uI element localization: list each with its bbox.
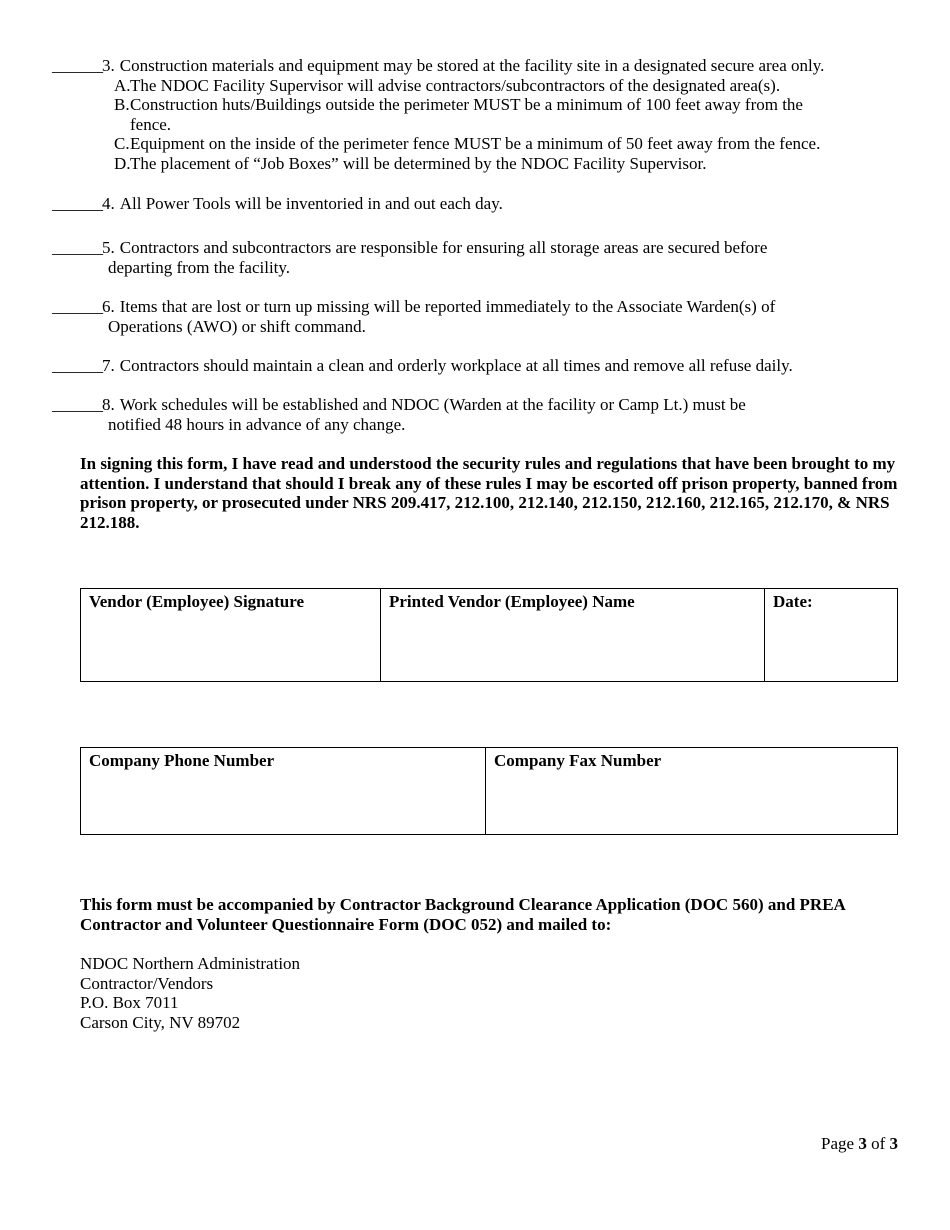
item-text-continuation: Operations (AWO) or shift command.: [108, 316, 366, 336]
sub-item-b-continuation: fence.: [130, 114, 172, 134]
signature-field[interactable]: [81, 589, 381, 681]
current-page: 3: [858, 1134, 867, 1153]
page-word: Page: [821, 1134, 855, 1153]
sub-item-text: Equipment on the inside of the perimeter fence MUST be a minimum of 50 feet away from the fence.: [130, 134, 821, 153]
item-number: 8.: [102, 395, 115, 414]
item-text: Contractors and subcontractors are responsible for ensuring all storage areas are secured before: [119, 238, 768, 257]
address-line: Carson City, NV 89702: [80, 1012, 241, 1032]
item-number: 7.: [102, 356, 115, 375]
item-number: 6.: [102, 297, 115, 316]
initials-blank[interactable]: ______: [52, 356, 103, 375]
item-text: Items that are lost or turn up missing will be reported immediately to the Associate Warden(s) of: [119, 297, 776, 316]
company-contact-table: [80, 747, 898, 835]
address-line: Contractor/Vendors: [80, 973, 214, 993]
acknowledgement-statement: In signing this form, I have read and understood the security rules and regulations that have been brought to my attention. I understand that should I break any of these rules I may be escorted off prison property, banned from prison property, or prosecuted under NRS 209.417, 212.100, 212.140, 212.150, 212.160, 212.165, 212.170, & NRS 212.188.: [80, 454, 898, 532]
rule-item-7: [52, 356, 910, 376]
item-text: Construction materials and equipment may be stored at the facility site in a designated secure area only.: [119, 56, 825, 75]
rule-item-4: [52, 194, 910, 214]
sub-item-letter: C.: [114, 134, 130, 153]
initials-blank[interactable]: ______: [52, 56, 103, 75]
item-number: 4.: [102, 194, 115, 213]
company-fax-label: Company Fax Number: [494, 751, 662, 770]
date-label: Date:: [773, 592, 813, 611]
sub-item-text: Construction huts/Buildings outside the perimeter MUST be a minimum of 100 feet away from the: [130, 95, 803, 114]
signature-table: [80, 588, 898, 682]
company-phone-label: Company Phone Number: [89, 751, 275, 770]
sub-item-text: The placement of “Job Boxes” will be determined by the NDOC Facility Supervisor.: [130, 153, 707, 173]
initials-blank[interactable]: ______: [52, 194, 103, 213]
initials-blank[interactable]: ______: [52, 297, 103, 316]
company-phone-field[interactable]: [81, 748, 486, 834]
date-field[interactable]: [765, 589, 897, 681]
company-fax-field[interactable]: [486, 748, 897, 834]
sub-item-c: [52, 134, 910, 154]
sub-item-text: The NDOC Facility Supervisor will advise contractors/subcontractors of the designated area(s).: [130, 75, 781, 95]
item-text-continuation: departing from the facility.: [108, 257, 291, 277]
address-line: P.O. Box 7011: [80, 993, 179, 1012]
initials-blank[interactable]: ______: [52, 395, 103, 414]
page-number: [821, 1134, 898, 1154]
total-pages: 3: [889, 1134, 898, 1153]
rule-item-6: [52, 297, 910, 336]
sub-item-b: [52, 95, 910, 115]
item-text: Work schedules will be established and NDOC (Warden at the facility or Camp Lt.) must be: [119, 395, 746, 414]
item-text: All Power Tools will be inventoried in and out each day.: [119, 194, 503, 213]
item-number: 5.: [102, 238, 115, 257]
item-number: 3.: [102, 56, 115, 75]
mailing-instructions: This form must be accompanied by Contractor Background Clearance Application (DOC 560) and PREA Contractor and Volunteer Questionnaire Form (DOC 052) and mailed to:: [80, 895, 845, 934]
signature-label: Vendor (Employee) Signature: [89, 592, 305, 611]
rule-item-5: [52, 238, 910, 277]
item-text: Contractors should maintain a clean and orderly workplace at all times and remove all refuse daily.: [119, 356, 793, 375]
rule-item-3: [52, 56, 910, 173]
initials-blank[interactable]: ______: [52, 238, 103, 257]
rule-item-8: [52, 395, 910, 434]
of-word: of: [871, 1134, 886, 1153]
address-line: NDOC Northern Administration: [80, 954, 301, 973]
item-text-continuation: notified 48 hours in advance of any change.: [108, 414, 406, 434]
sub-item-letter: B.: [114, 95, 130, 114]
printed-name-field[interactable]: [381, 589, 765, 681]
sub-item-a: [52, 76, 910, 96]
sub-item-d: [52, 154, 910, 174]
printed-name-label: Printed Vendor (Employee) Name: [389, 592, 635, 611]
mailing-address: [80, 954, 300, 1032]
sub-item-letter: A.: [114, 75, 131, 95]
sub-item-letter: D.: [114, 153, 131, 173]
